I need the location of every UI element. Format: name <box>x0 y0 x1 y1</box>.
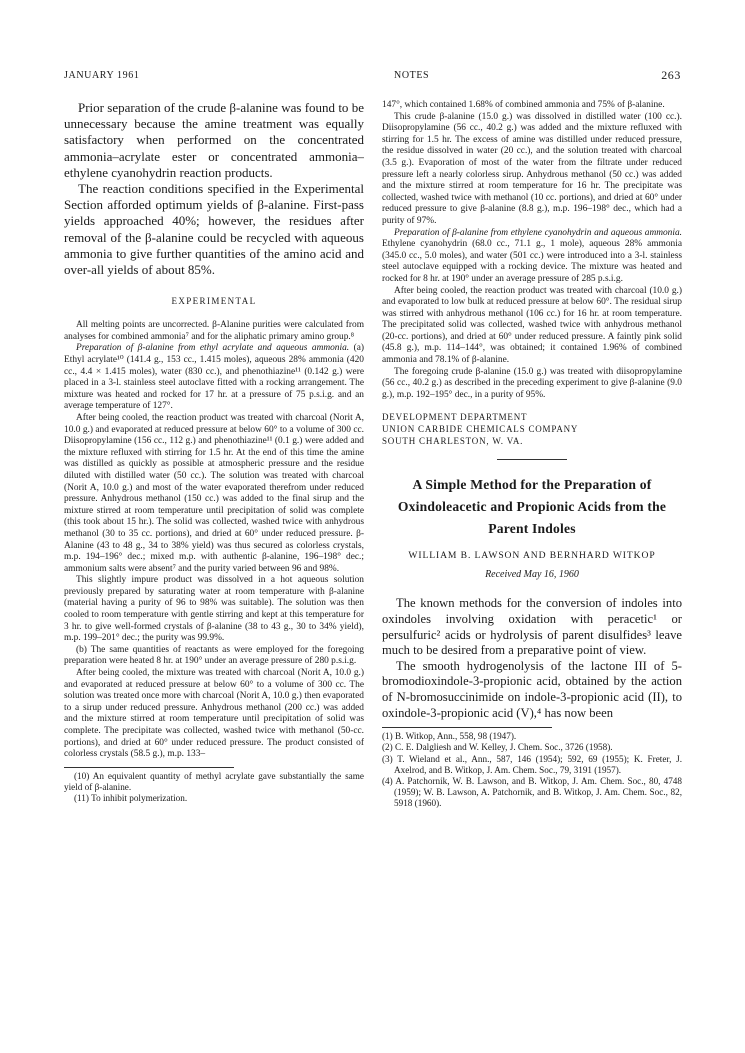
article-title <box>382 474 682 540</box>
article-authors: WILLIAM B. LAWSON AND BERNHARD WITKOP <box>408 550 656 562</box>
page-number: 263 <box>661 68 681 82</box>
preparation-title: Preparation of β-alanine from ethyl acrylate and aqueous ammonia. <box>76 343 350 354</box>
experimental-heading: EXPERIMENTAL <box>171 296 257 307</box>
body-paragraph: This slightly impure product was dissolved in a hot aqueous solution previously prepared by saturating water at room temperature with β-alanine (material having a purity of 96 to 98% was suitable). The solution was then cooled to room temperature with gentle stirring and kept at this temperature for 3 hr. to give well-formed crystals of β-alanine (38 to 43 g., 30 to 34% yield), m.p. 199–201° dec.; the purity was 99.9%. <box>64 575 364 644</box>
footnote-divider <box>64 767 234 768</box>
address-line: SOUTH CHARLESTON, W. VA. <box>382 436 524 447</box>
body-paragraph: After being cooled, the reaction product was treated with charcoal (10.0 g.) and evaporated to low bulk at reduced pressure at below 60°. The residual sirup was stirred with anhydrous methanol (106 cc.) for 16 hr. at room temperature. The precipitated solid was collected, washed twice with anhydrous methanol (20-cc. portions), and dried at 60° under reduced pressure. A faintly pink solid (45.8 g.), m.p. 114–144°, was obtained; it contained 1.96% of combined ammonia and 78.1% of β-alanine. <box>382 285 682 366</box>
lead-paragraph: The reaction conditions specified in the Experimental Section afforded optimum yields of β-alanine. First-pass yields approached 40%; however, the residues after removal of the β-alanine could be recycled with aqueous ammonia to give further quantities of the amino acid and over-all yields of about 85%. <box>64 181 364 278</box>
section-divider <box>497 459 567 460</box>
preparation-title: Preparation of β-alanine from ethylene cyanohydrin and aqueous ammonia. <box>394 227 682 238</box>
received-date: Received May 16, 1960 <box>485 569 579 581</box>
running-head <box>64 68 681 84</box>
article-paragraph: The smooth hydrogenolysis of the lactone III of 5-bromodioxindole-3-propionic acid, obtained by the action of N-bromosuccinimide on indole-3-propionic acid (II), to oxindole-3-propionic acid (V),⁴ has now been <box>382 658 682 720</box>
article-title-line: A Simple Method for the Preparation of <box>412 477 652 493</box>
footnote: (2) C. E. Dalgliesh and W. Kelley, J. Chem. Soc., 3726 (1958). <box>382 742 613 753</box>
body-paragraph: This crude β-alanine (15.0 g.) was dissolved in distilled water (100 cc.). Diisopropylamine (56 cc., 40.2 g.) was added and the mixture refluxed with stirring for 1.5 hr. The excess of amine was distilled under reduced pressure, the residue dissolved in water (20 cc.), and the solution treated with charcoal (3.5 g.). Evaporation of most of the water from the filtrate under reduced pressure left a nearly colorless sirup. Anhydrous methanol (50 cc.) was added and the mixture stirred at room temperature for 16 hr. The precipitate was collected, washed twice with methanol (10 cc. portions), and dried at 60° under reduced pressure to give β-alanine (8.8 g.), m.p. 196–198° dec., which had a purity of 97%. <box>382 111 682 226</box>
preparation-text: (a) Ethyl acrylate¹⁰ (141.4 g., 153 cc., 1.415 moles), aqueous 28% ammonia (420 cc., 4.4 × 1.415 moles), water (830 cc.), and phenothiazine¹¹ (0.142 g.) were placed in a 3-l. stainless steel autoclave fitted with a rocking arrangement. The mixture was heated and rocked for 17 hr. at a pressure of 75 p.s.i.g. and an average temperature of 127°. <box>64 343 364 412</box>
body-paragraph: After being cooled, the reaction product was treated with charcoal (Norit A, 10.0 g.) and evaporated at reduced pressure at below 60° to a volume of 300 cc. Diisopropylamine (156 cc., 112 g.) and phenothiazine¹¹ (0.1 g.) were added and the mixture refluxed with stirring for 1.5 hr. At the end of this time the amine was distilled as quickly as possible at atmospheric pressure and the residue diluted with distilled water (50 cc.). The solution was treated with charcoal (Norit A, 10.0 g.) and most of the water evaporated therefrom under reduced pressure. Anhydrous methanol (150 cc.) was added to the final sirup and the mixture stirred at room temperature until precipitation of solid was complete (this took about 15 hr.). The solid was collected, washed twice with anhydrous methanol (30 to 35 cc. portions), and dried at 60° under reduced pressure. β-Alanine (43 to 48 g., 34 to 38% yield) was thus secured as colorless crystals, m.p. 194–196° dec.; mixed m.p. with authentic β-alanine, 196–198° dec.; ammonium salts were absent⁷ and the purity varied between 96 and 98%. <box>64 412 364 574</box>
footnote: (11) To inhibit polymerization. <box>74 793 188 804</box>
footnote: (4) A. Patchornik, W. B. Lawson, and B. Witkop, J. Am. Chem. Soc., 80, 4748 (1959); W. B. Lawson, A. Patchornik, and B. Witkop, J. Am. Chem. Soc., 82, 5918 (1960). <box>382 776 682 809</box>
footnote: (1) B. Witkop, Ann., 558, 98 (1947). <box>382 731 517 742</box>
body-paragraph <box>382 228 682 286</box>
body-paragraph <box>64 343 364 413</box>
body-paragraph: After being cooled, the mixture was treated with charcoal (Norit A, 10.0 g.) and evaporated at reduced pressure at below 60° to a volume of 300 cc. The solution was treated once more with charcoal (Norit A, 10.0 g.) then evaporated to a sirup under reduced pressure. Anhydrous methanol (200 cc.) was added and the mixture stirred at room temperature until precipitation of solid was complete. The precipitate was collected, washed twice with methanol (50-cc. portions), and dried at 60° under reduced pressure. The product consisted of colorless crystals (58.5 g.), m.p. 133– <box>64 668 364 760</box>
address-line: DEVELOPMENT DEPARTMENT <box>382 412 528 423</box>
article-paragraph: The known methods for the conversion of indoles into oxindoles involving oxidation with peracetic¹ or persulfuric² acids or hydrolysis of parent disulfides³ leave much to be desired from a preparative point of view. <box>382 596 682 658</box>
footnote: (10) An equivalent quantity of methyl acrylate gave substantially the same yield of β-alanine. <box>64 770 364 792</box>
body-paragraph: 147°, which contained 1.68% of combined ammonia and 75% of β-alanine. <box>382 100 665 110</box>
lead-paragraph: Prior separation of the crude β-alanine was found to be unnecessary because the amine treatment was equally satisfactory when performed on the concentrated ammonia–acrylate ester or concentrated ammonia–ethylene cyanohydrin reaction products. <box>64 100 364 180</box>
body-paragraph: All melting points are uncorrected. β-Alanine purities were calculated from analyses for combined ammonia⁷ and for the aliphatic primary amino group.⁸ <box>64 320 364 342</box>
running-head-date: JANUARY 1961 <box>64 70 140 81</box>
article-title-line: Parent Indoles <box>488 521 576 537</box>
affiliation-address <box>382 411 682 447</box>
footnote: (3) T. Wieland et al., Ann., 587, 146 (1954); 592, 69 (1955); K. Freter, J. Axelrod, and B. Witkop, J. Am. Chem. Soc., 79, 3191 (1957). <box>382 753 682 775</box>
body-paragraph: (b) The same quantities of reactants as were employed for the foregoing preparation were heated 8 hr. at 190° under an average pressure of 280 p.s.i.g. <box>64 644 364 667</box>
left-column <box>64 100 364 804</box>
address-line: UNION CARBIDE CHEMICALS COMPANY <box>382 424 579 435</box>
article-title-line: Oxindoleacetic and Propionic Acids from the <box>397 499 667 515</box>
body-paragraph: The foregoing crude β-alanine (15.0 g.) was treated with diisopropylamine (56 cc., 40.2 g.) as described in the preceding experiment to give β-alanine (9.0 g.), m.p. 192–195° dec., in a purity of 95%. <box>382 366 682 400</box>
preparation-text: Ethylene cyanohydrin (68.0 cc., 71.1 g., 1 mole), aqueous 28% ammonia (345.0 cc., 5.0 moles), and water (501 cc.) were introduced into a 3-l. stainless steel autoclave equipped with a rocking device. The mixture was heated and rocked for 8 hr. at 190° under an average pressure of 285 p.s.i.g. <box>382 239 682 284</box>
footnote-divider <box>382 727 552 728</box>
running-head-section: NOTES <box>394 70 430 81</box>
right-column <box>382 100 682 810</box>
